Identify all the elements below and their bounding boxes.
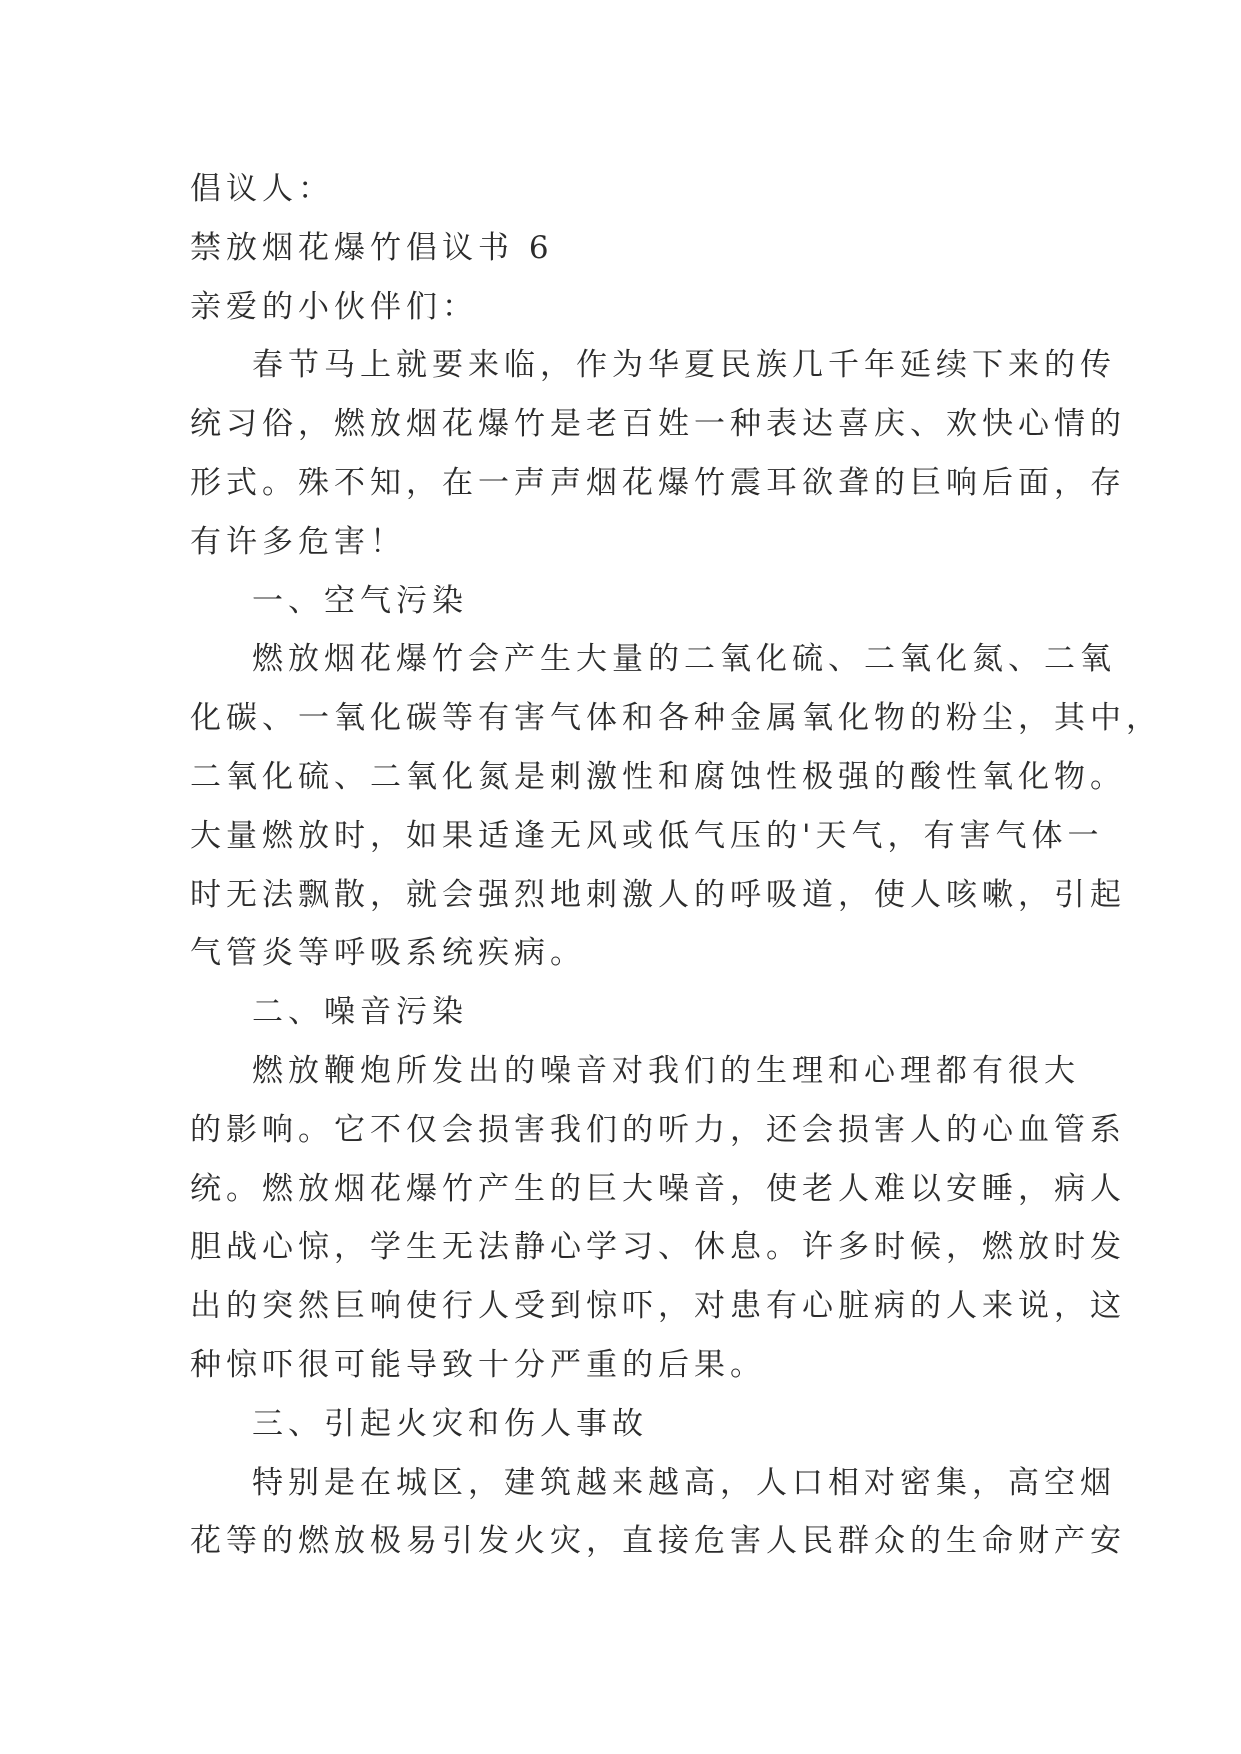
intro-paragraph-line: 统习俗，燃放烟花爆竹是老百姓一种表达喜庆、欢快心情的	[190, 406, 1126, 443]
intro-paragraph-line: 形式。殊不知，在一声声烟花爆竹震耳欲聋的巨响后面，存	[190, 464, 1126, 501]
letter-title: 禁放烟花爆竹倡议书 6	[190, 229, 554, 266]
noise-pollution-paragraph-line: 燃放鞭炮所发出的噪音对我们的生理和心理都有很大	[252, 1052, 1080, 1089]
noise-pollution-paragraph-line: 胆战心惊，学生无法静心学习、休息。许多时候，燃放时发	[190, 1229, 1126, 1266]
air-pollution-paragraph-line: 时无法飘散，就会强烈地刺激人的呼吸道，使人咳嗽，引起	[190, 876, 1126, 913]
noise-pollution-paragraph-line: 的影响。它不仅会损害我们的听力，还会损害人的心血管系	[190, 1111, 1126, 1148]
salutation: 亲爱的小伙伴们：	[190, 288, 478, 325]
intro-paragraph-line: 春节马上就要来临，作为华夏民族几千年延续下来的传	[252, 347, 1116, 384]
fire-accidents-paragraph-line: 花等的燃放极易引发火灾，直接危害人民群众的生命财产安	[190, 1523, 1126, 1560]
air-pollution-paragraph-line: 燃放烟花爆竹会产生大量的二氧化硫、二氧化氮、二氧	[252, 641, 1116, 678]
signatory-label: 倡议人：	[190, 171, 334, 207]
noise-pollution-paragraph-line: 种惊吓很可能导致十分严重的后果。	[190, 1346, 766, 1383]
section-heading-fire-accidents: 三、引起火灾和伤人事故	[252, 1405, 648, 1442]
air-pollution-paragraph-line: 化碳、一氧化碳等有害气体和各种金属氧化物的粉尘，其中，	[190, 700, 1162, 737]
section-heading-noise-pollution: 二、噪音污染	[252, 994, 468, 1031]
document-body	[190, 160, 1162, 1571]
air-pollution-paragraph-line: 二氧化硫、二氧化氮是刺激性和腐蚀性极强的酸性氧化物。	[190, 758, 1126, 795]
fire-accidents-paragraph-line: 特别是在城区，建筑越来越高，人口相对密集，高空烟	[252, 1464, 1116, 1501]
noise-pollution-paragraph-line: 统。燃放烟花爆竹产生的巨大噪音，使老人难以安睡，病人	[190, 1170, 1126, 1207]
air-pollution-paragraph-line: 大量燃放时，如果适逢无风或低气压的'天气，有害气体一	[190, 817, 1104, 854]
intro-paragraph-line: 有许多危害！	[190, 523, 406, 560]
section-heading-air-pollution: 一、空气污染	[252, 582, 468, 619]
noise-pollution-paragraph-line: 出的突然巨响使行人受到惊吓，对患有心脏病的人来说，这	[190, 1288, 1126, 1325]
air-pollution-paragraph-line: 气管炎等呼吸系统疾病。	[190, 935, 586, 972]
